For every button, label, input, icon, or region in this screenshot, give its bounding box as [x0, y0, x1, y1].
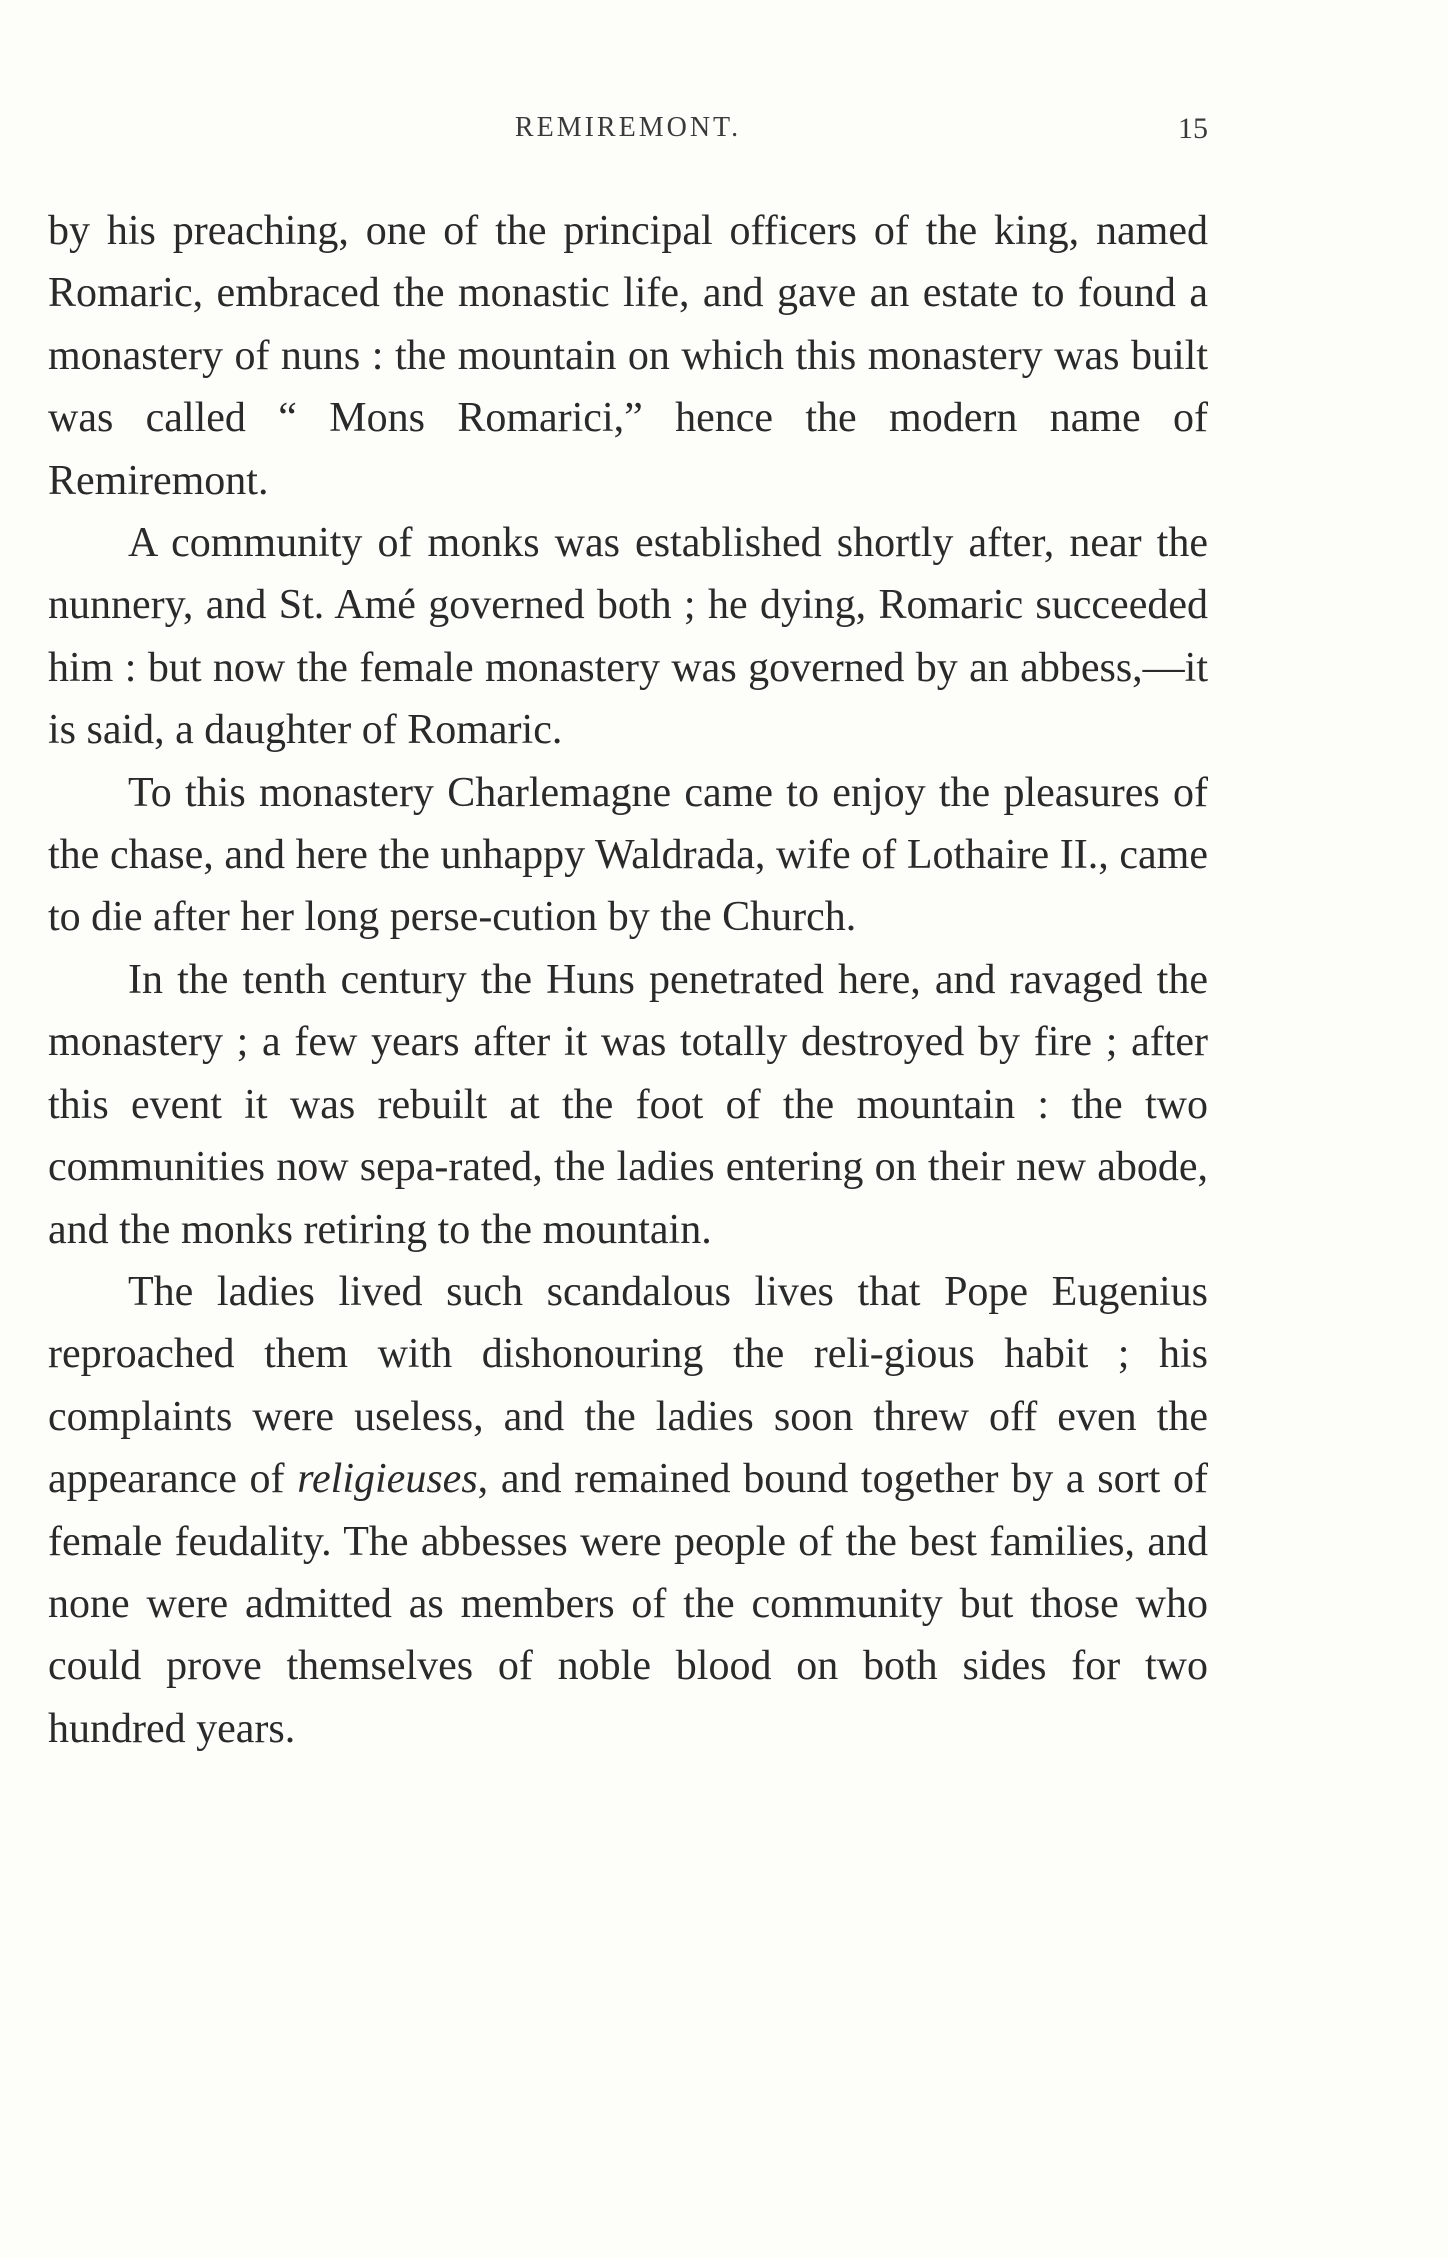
paragraph-continuation: by his preaching, one of the principal officers of the king, named Romaric, embraced the monastic life, and gave an estate to found a monastery of nuns : the mountain on which this monastery was built was called “ Mons Romarici,” hence the modern name of Remiremont.	[48, 208, 1208, 504]
running-title: REMIREMONT.	[514, 112, 742, 143]
paragraph-huns: In the tenth century the Huns penetrated here, and ravaged the monastery ; a few years after it was totally destroyed by fire ; after this event it was rebuilt at the foot of the mountain : the two communities now sepa-rated, the ladies entering on their new abode, and the monks retiring to the mountain.	[48, 956, 1208, 1253]
paragraph-ladies	[48, 1261, 1208, 1760]
paragraph-ladies-text-before: The ladies lived such scandalous lives that Pope Eugenius reproached them with dishonouring the reli-gious habit ; his complaints were useless, and the ladies soon threw off even the appearance of	[48, 1268, 1208, 1503]
body-text	[48, 200, 1208, 1760]
paragraph-charlemagne: To this monastery Charlemagne came to enjoy the pleasures of the chase, and here the unhappy Waldrada, wife of Lothaire II., came to die after her long perse-cution by the Church.	[48, 769, 1208, 941]
page-number: 15	[1178, 112, 1208, 145]
italic-religieuses: religieuses	[297, 1456, 478, 1503]
paragraph-ladies-text-after: , and remained bound together by a sort of female feudality. The abbesses were people of the best families, and none were admitted as members of the community but those who could prove themselves of noble blood on both sides for two hundred years.	[48, 1456, 1208, 1752]
paragraph-community-of-monks: A community of monks was established shortly after, near the nunnery, and St. Amé governed both ; he dying, Romaric succeeded him : but now the female monastery was governed by an abbess,—it is said, a daughter of Romaric.	[48, 520, 1208, 754]
running-head	[48, 112, 1208, 152]
